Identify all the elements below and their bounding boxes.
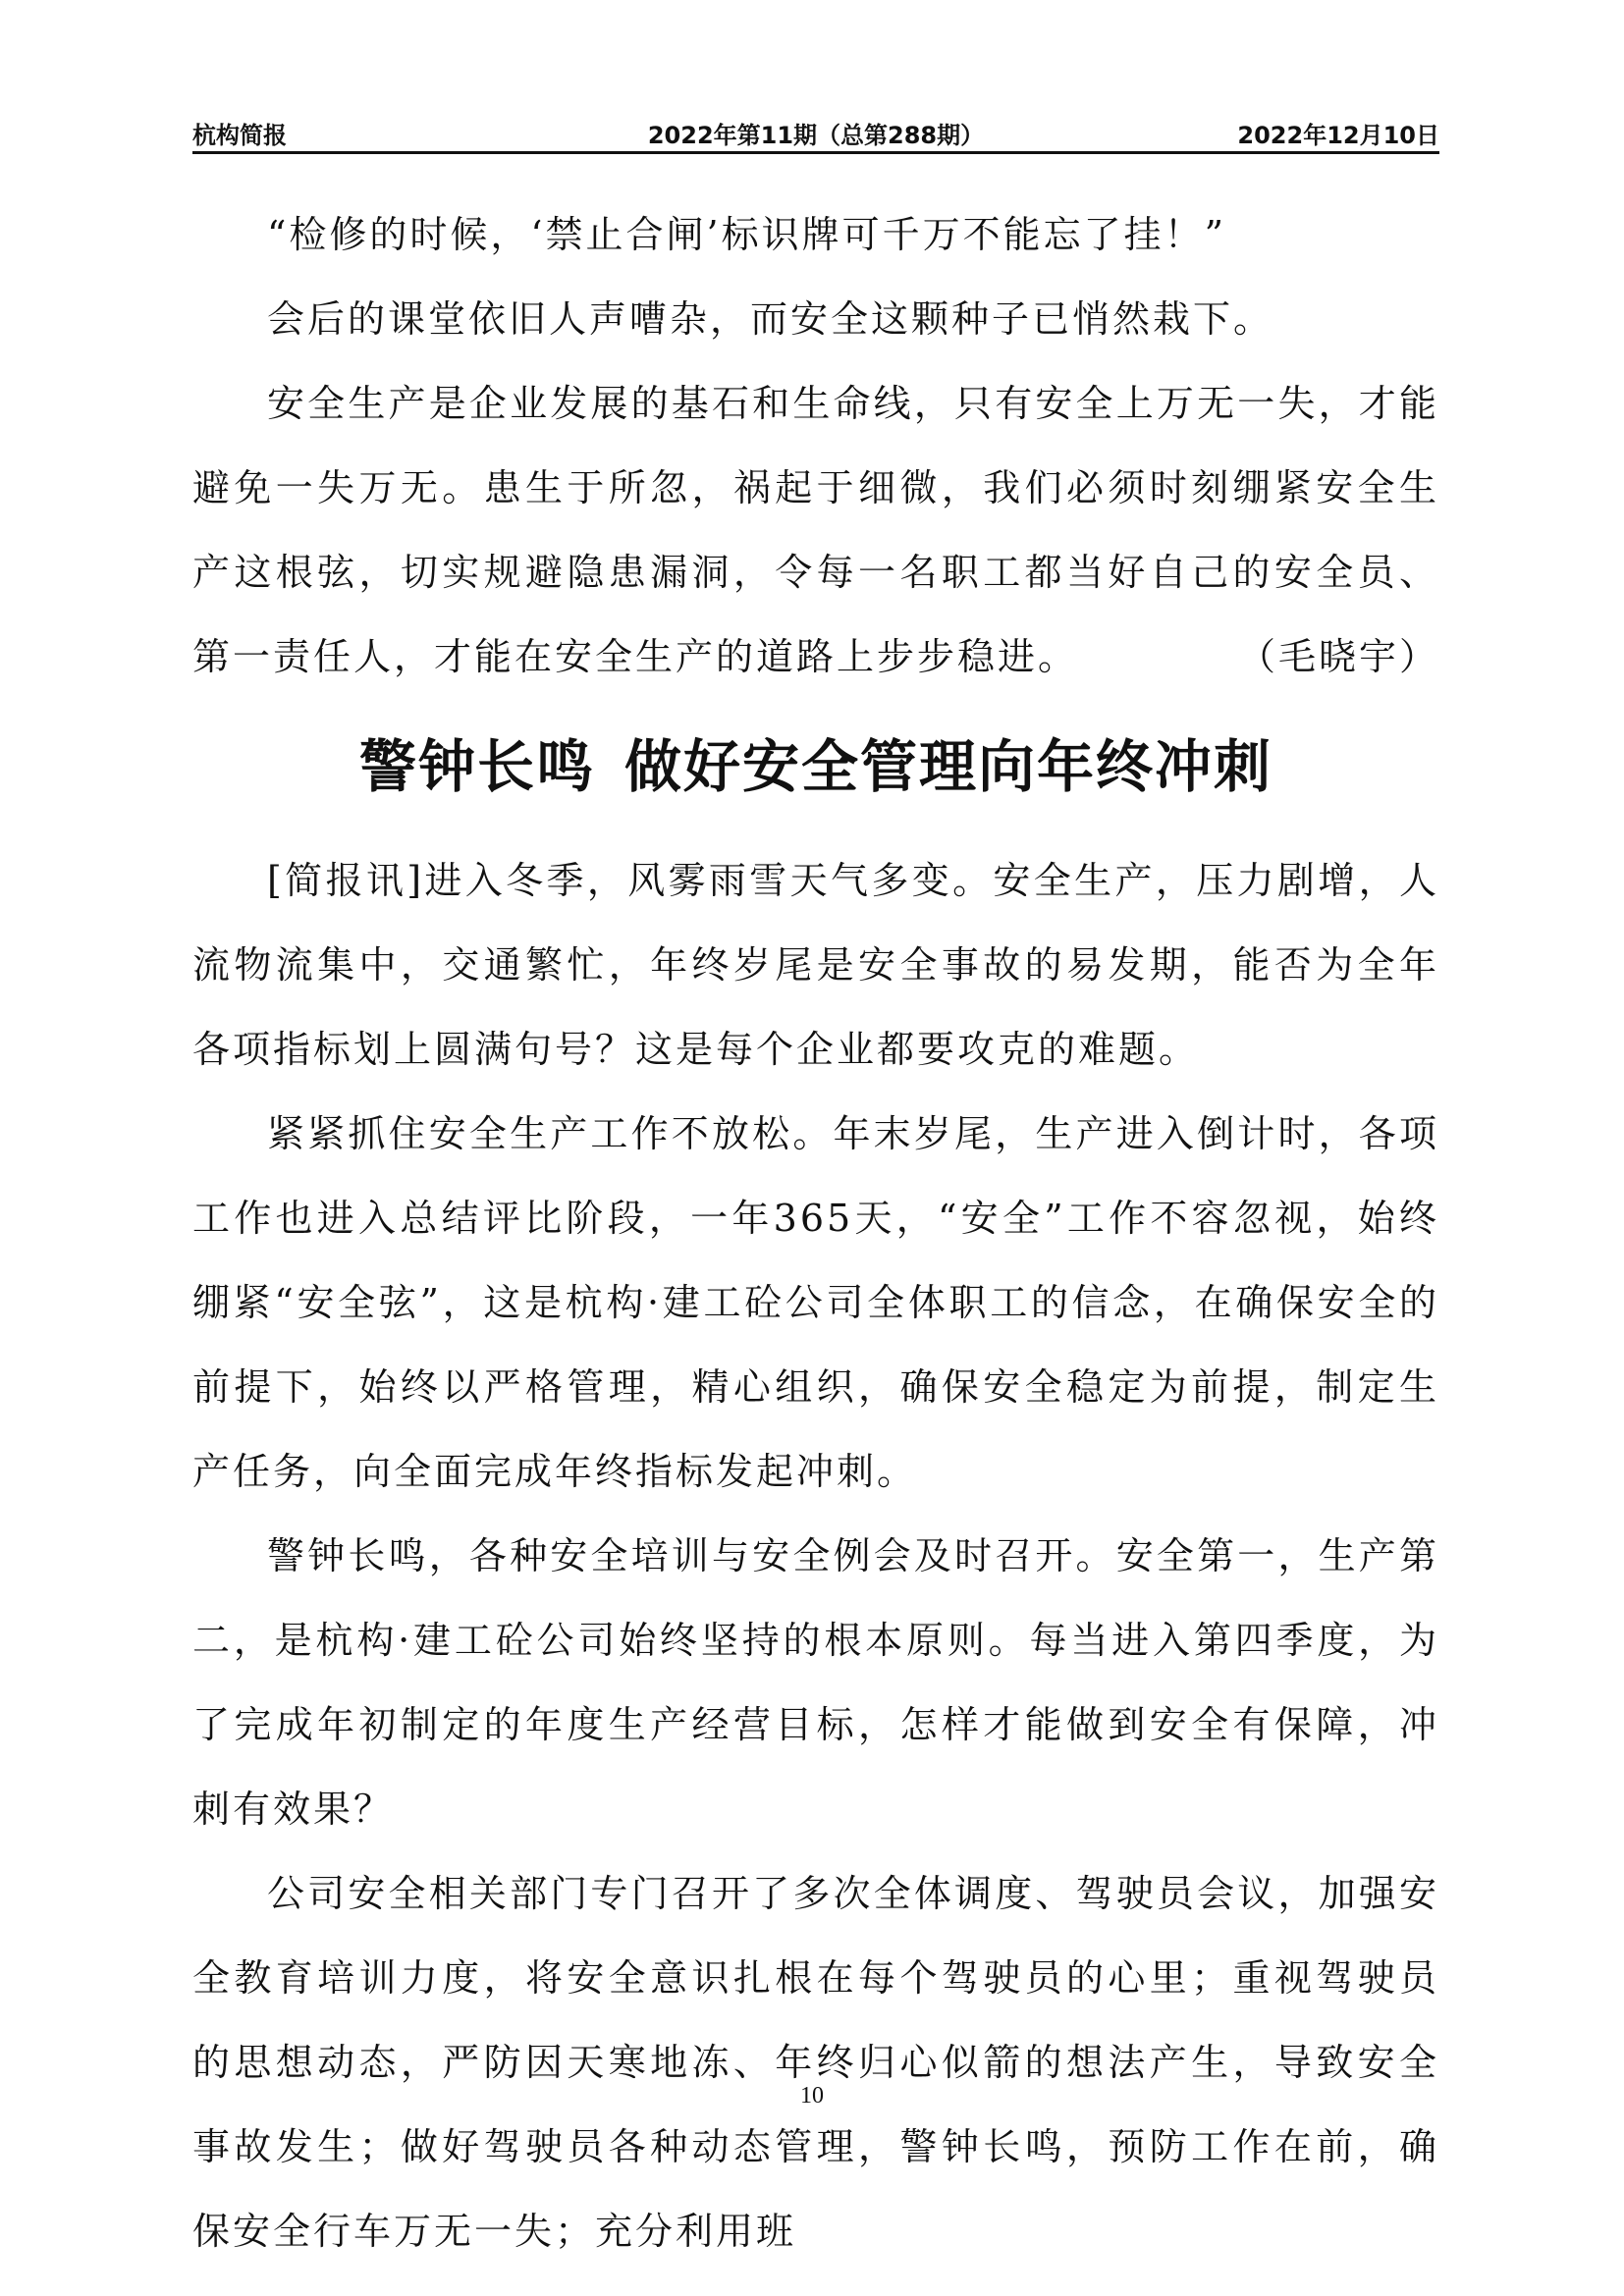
header-publication-name: 杭构简报	[192, 122, 287, 149]
paragraph: [简报讯]进入冬季，风雾雨雪天气多变。安全生产，压力剧增，人流物流集中，交通繁忙，年终岁尾是安全事故的易发期，能否为全年各项指标划上圆满句号？这是每个企业都要攻克的难题。	[192, 859, 1439, 1071]
article-title-part1: 警钟长鸣	[358, 733, 595, 800]
page-header	[192, 110, 1439, 154]
header-issue-number: 2022年第11期（总第288期）	[647, 122, 985, 149]
paragraph: “检修的时候，‘禁止合闸’标识牌可千万不能忘了挂！”	[267, 213, 1227, 256]
article-title	[192, 722, 1439, 811]
page-number: 10	[800, 2083, 824, 2109]
paragraph: 会后的课堂依旧人声嘈杂，而安全这颗种子已悄然栽下。	[267, 297, 1274, 341]
header-date: 2022年12月10日	[1237, 122, 1439, 149]
article-title-part2: 做好安全管理向年终冲刺	[624, 733, 1273, 800]
paragraph-text: 安全生产是企业发展的基石和生命线，只有安全上万无一失，才能避免一失万无。患生于所忽，祸起于细微，我们必须时刻绷紧安全生产这根弦，切实规避隐患漏洞，令每一名职工都当好自己的安全员、第一责任人，才能在安全生产的道路上步步稳进。	[192, 382, 1439, 678]
page-content	[192, 192, 1439, 2273]
paragraph: 公司安全相关部门专门召开了多次全体调度、驾驶员会议，加强安全教育培训力度，将安全意识扎根在每个驾驶员的心里；重视驾驶员的思想动态，严防因天寒地冻、年终归心似箭的想法产生，导致安全事故发生；做好驾驶员各种动态管理，警钟长鸣，预防工作在前，确保安全行车万无一失；充分利用班	[192, 1872, 1439, 2253]
paragraph	[192, 361, 1439, 699]
paragraph: 紧紧抓住安全生产工作不放松。年末岁尾，生产进入倒计时，各项工作也进入总结评比阶段，一年365天，“安全”工作不容忽视，始终绷紧“安全弦”，这是杭构·建工砼公司全体职工的信念，在确保安全的前提下，始终以严格管理，精心组织，确保安全稳定为前提，制定生产任务，向全面完成年终指标发起冲刺。	[192, 1112, 1439, 1493]
paragraph: 警钟长鸣，各种安全培训与安全例会及时召开。安全第一，生产第二，是杭构·建工砼公司始终坚持的根本原则。每当进入第四季度，为了完成年初制定的年度生产经营目标，怎样才能做到安全有保障，冲刺有效果？	[192, 1534, 1439, 1831]
author-signoff: （毛晓宇）	[1237, 635, 1439, 678]
